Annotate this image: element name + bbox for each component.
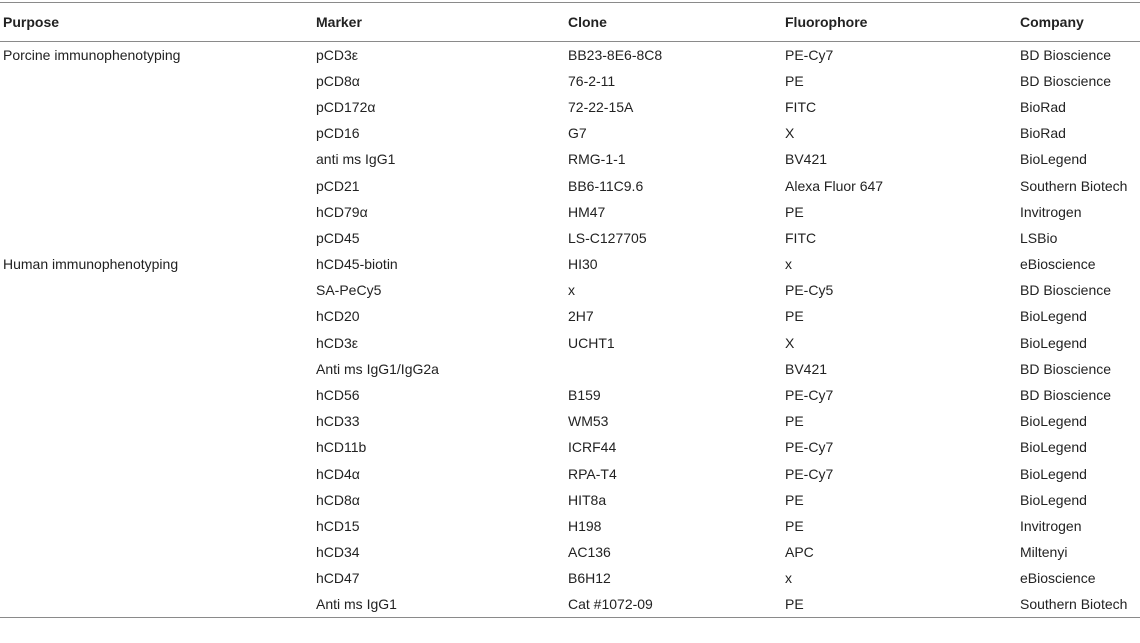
- cell-fluorophore: FITC: [785, 98, 817, 115]
- table-row: [0, 277, 1140, 303]
- cell-company: Southern Biotech: [1020, 177, 1128, 194]
- cell-company: Invitrogen: [1020, 517, 1082, 534]
- cell-marker: hCD20: [316, 308, 360, 325]
- table-row: [0, 408, 1140, 434]
- cell-company: BioLegend: [1020, 439, 1087, 456]
- cell-purpose: Porcine immunophenotyping: [3, 46, 181, 63]
- cell-marker: hCD47: [316, 570, 360, 587]
- cell-fluorophore: PE-Cy7: [785, 46, 834, 63]
- cell-company: LSBio: [1020, 229, 1058, 246]
- cell-clone: WM53: [568, 413, 609, 430]
- cell-company: eBioscience: [1020, 570, 1096, 587]
- table-row: [0, 42, 1140, 68]
- cell-marker: anti ms IgG1: [316, 151, 396, 168]
- cell-purpose: [0, 68, 313, 94]
- cell-marker: SA-PeCy5: [316, 282, 382, 299]
- cell-marker: hCD56: [316, 387, 360, 404]
- cell-marker: hCD11b: [316, 439, 367, 456]
- antibody-table: [0, 2, 1140, 618]
- cell-clone: HI30: [568, 256, 598, 273]
- cell-clone: G7: [568, 125, 587, 142]
- cell-clone: H198: [568, 517, 602, 534]
- cell-clone: 72-22-15A: [568, 98, 634, 115]
- cell-fluorophore: PE: [785, 72, 804, 89]
- cell-marker: hCD3ε: [316, 334, 359, 351]
- cell-company: BioLegend: [1020, 151, 1087, 168]
- cell-clone: UCHT1: [568, 334, 615, 351]
- table-row: [0, 146, 1140, 172]
- cell-marker: pCD16: [316, 125, 360, 142]
- cell-fluorophore: PE-Cy7: [785, 465, 834, 482]
- cell-fluorophore: PE: [785, 413, 804, 430]
- table-row: [0, 356, 1140, 382]
- cell-clone: B159: [568, 387, 601, 404]
- table-row: [0, 434, 1140, 460]
- cell-clone: BB6-11C9.6: [568, 177, 644, 194]
- cell-marker: hCD15: [316, 517, 360, 534]
- cell-clone: RPA-T4: [568, 465, 617, 482]
- cell-company: BD Bioscience: [1020, 360, 1112, 377]
- cell-clone: BB23-8E6-8C8: [568, 46, 663, 63]
- cell-fluorophore: PE-Cy5: [785, 282, 834, 299]
- cell-purpose: Human immunophenotyping: [3, 256, 179, 273]
- table-row: [0, 225, 1140, 251]
- cell-purpose: [0, 199, 313, 225]
- cell-clone: 2H7: [568, 308, 594, 325]
- cell-purpose: [0, 94, 313, 120]
- cell-company: Miltenyi: [1020, 544, 1068, 561]
- cell-marker: pCD3ε: [316, 46, 359, 63]
- table-row: [0, 120, 1140, 146]
- table-row: [0, 382, 1140, 408]
- cell-company: BioLegend: [1020, 465, 1087, 482]
- cell-clone: ICRF44: [568, 439, 617, 456]
- cell-purpose: [0, 382, 313, 408]
- cell-purpose: [0, 513, 313, 539]
- table-row: [0, 539, 1140, 565]
- cell-fluorophore: PE: [785, 203, 804, 220]
- cell-purpose: [0, 565, 313, 591]
- cell-clone: RMG-1-1: [568, 151, 626, 168]
- cell-company: Southern Biotech: [1017, 591, 1140, 617]
- cell-marker: Anti ms IgG1: [313, 591, 565, 617]
- cell-fluorophore: x: [785, 570, 792, 587]
- cell-clone: 76-2-11: [568, 72, 616, 89]
- cell-clone: B6H12: [568, 570, 611, 587]
- cell-marker: hCD33: [316, 413, 360, 430]
- cell-company: eBioscience: [1020, 256, 1096, 273]
- cell-fluorophore: x: [785, 256, 792, 273]
- cell-company: BioLegend: [1020, 334, 1087, 351]
- table-row: [0, 94, 1140, 120]
- table-row: [0, 487, 1140, 513]
- table-body: [0, 42, 1140, 618]
- cell-purpose: [0, 434, 313, 460]
- cell-purpose: [0, 461, 313, 487]
- cell-purpose: [0, 330, 313, 356]
- cell-fluorophore: FITC: [785, 229, 817, 246]
- cell-company: BD Bioscience: [1020, 72, 1112, 89]
- cell-company: BioLegend: [1020, 491, 1087, 508]
- table-row: [0, 330, 1140, 356]
- cell-fluorophore: PE-Cy7: [785, 439, 834, 456]
- cell-purpose: [0, 487, 313, 513]
- cell-fluorophore: PE: [785, 517, 804, 534]
- table-row: [0, 199, 1140, 225]
- cell-clone: HM47: [568, 203, 606, 220]
- cell-clone: Cat #1072-09: [565, 591, 782, 617]
- header-clone: Clone: [565, 3, 782, 42]
- header-fluorophore: Fluorophore: [782, 3, 1017, 42]
- cell-clone: x: [568, 282, 575, 299]
- cell-fluorophore: Alexa Fluor 647: [785, 177, 884, 194]
- cell-clone: AC136: [568, 544, 611, 561]
- cell-purpose: [0, 356, 313, 382]
- cell-purpose: [0, 408, 313, 434]
- cell-company: BD Bioscience: [1020, 387, 1112, 404]
- cell-clone: LS-C127705: [568, 229, 647, 246]
- cell-company: BD Bioscience: [1020, 282, 1112, 299]
- cell-fluorophore: PE: [782, 591, 1017, 617]
- header-marker: Marker: [313, 3, 565, 42]
- cell-marker: hCD79α: [316, 203, 368, 220]
- header-company: Company: [1017, 3, 1140, 42]
- cell-purpose: [0, 539, 313, 565]
- cell-marker: hCD4α: [316, 465, 360, 482]
- cell-company: BD Bioscience: [1020, 46, 1112, 63]
- table-row: [0, 591, 1140, 617]
- table-row: [0, 303, 1140, 329]
- cell-marker: pCD8α: [316, 72, 360, 89]
- cell-company: BioLegend: [1020, 413, 1087, 430]
- cell-fluorophore: APC: [785, 544, 814, 561]
- cell-fluorophore: BV421: [785, 360, 828, 377]
- header-row: [0, 3, 1140, 42]
- cell-fluorophore: BV421: [785, 151, 828, 168]
- cell-marker: pCD172α: [316, 98, 376, 115]
- cell-purpose: [0, 146, 313, 172]
- table-row: [0, 565, 1140, 591]
- table-row: [0, 68, 1140, 94]
- cell-fluorophore: PE: [785, 308, 804, 325]
- cell-company: BioRad: [1020, 125, 1066, 142]
- cell-clone: [565, 356, 782, 382]
- cell-purpose: [0, 277, 313, 303]
- cell-purpose: [0, 120, 313, 146]
- cell-fluorophore: PE-Cy7: [785, 387, 834, 404]
- cell-fluorophore: PE: [785, 491, 804, 508]
- cell-marker: hCD8α: [316, 491, 360, 508]
- cell-purpose: [0, 591, 313, 617]
- table-header: [0, 3, 1140, 42]
- cell-purpose: [0, 303, 313, 329]
- cell-marker: hCD34: [316, 544, 360, 561]
- cell-fluorophore: X: [785, 334, 795, 351]
- cell-fluorophore: X: [785, 125, 795, 142]
- cell-marker: pCD21: [316, 177, 360, 194]
- cell-company: BioRad: [1020, 98, 1066, 115]
- header-purpose: Purpose: [0, 3, 313, 42]
- cell-company: Invitrogen: [1020, 203, 1082, 220]
- table-row: [0, 513, 1140, 539]
- cell-purpose: [0, 172, 313, 198]
- cell-marker: hCD45-biotin: [316, 256, 398, 273]
- cell-purpose: [0, 225, 313, 251]
- table-row: [0, 461, 1140, 487]
- table-row: [0, 251, 1140, 277]
- cell-company: BioLegend: [1020, 308, 1087, 325]
- cell-clone: HIT8a: [568, 491, 607, 508]
- cell-marker: Anti ms IgG1/IgG2a: [316, 360, 439, 377]
- cell-marker: pCD45: [316, 229, 360, 246]
- table-row: [0, 172, 1140, 198]
